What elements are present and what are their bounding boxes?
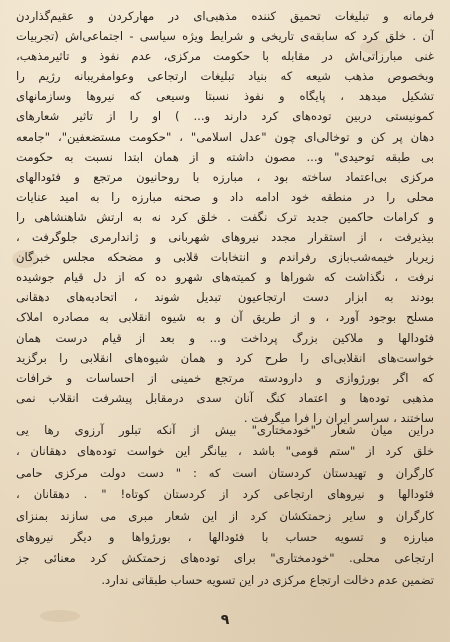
paragraph-1	[16, 6, 434, 428]
text-line: فئودالها و نیروهای ارتجاعی کرد از کردستان کوتاه! " . دهقانان ،	[16, 487, 434, 502]
text-line: ساختند ، سراسر ایران را فرا میگرفت .	[243, 410, 434, 425]
text-line: بودند به ابزار دست ارتجاعیون تبدیل شوند ، اتحادیه‌های دهقانی	[16, 290, 434, 305]
text-line: بیذیرفت ، از استقرار مجدد نیروهای شهربانی و ژاندارمری جلوگرفت ،	[16, 230, 434, 245]
text-line: آن . خلق کرد که سابقه‌ی تاریخی و شرایط ویژه سیاسی - اجتماعی‌اش (تجربیات	[16, 29, 434, 44]
paragraph-2	[16, 420, 434, 591]
text-line: فرمانه و تبلیغات تحمیق کننده مذهبی‌ای در مهارکردن و عقیم‌گذاردن	[16, 9, 434, 23]
text-line: خلق کرد از "ستم قومی" باشد ، بیانگر این خواست توده‌های دهقانان ،	[16, 444, 434, 459]
text-line: دهان پر کن و توخالی‌ای چون "عدل اسلامی" ، "حکومت مستضعفین"، "جامعه	[16, 129, 434, 144]
page-number: ۹	[220, 612, 230, 628]
text-line: محلی را در منطقه خود ادامه داد و صحنه مبارزه را به امید عنایات	[16, 189, 434, 204]
text-line: که اگر بورژوازی و دارودسته مرتجع خمینی از احساسات و خرافات	[16, 370, 434, 385]
text-line: کارگران و سایر زحمتکشان کرد از این شعار مبری می سازند بمنزای	[16, 508, 434, 523]
text-line: فئودالها و ملاکین بزرگ پرداخت و... و بعد از قیام درست همان	[16, 330, 434, 345]
text-line: و کرامات حاکمین جدید ترک نگفت . خلق کرد نه به ارتش شاهنشاهی را	[16, 209, 434, 224]
text-line: کارگران و تهیدستان کردستان است که : " دست دولت مرکزی حامی	[16, 465, 434, 480]
text-line: وبخصوص مذهب شیعه که بنیاد تبلیغات ارتجاعی وعوامفریبانه رژیم را	[16, 69, 434, 84]
text-line: تضمین عدم دخالت ارتجاع مرکزی در این تسویه حساب طبقاتی ندارد.	[101, 572, 434, 587]
text-line: غنی مبارزاتی‌اش در مقابله با حکومت مرکزی، عدم نفوذ و تاثیرمذهب،	[16, 49, 434, 64]
text-line: نرفت ، نگذاشت که شوراها و کمیته‌های شهرو ده که از دل قیام جوشیده	[16, 270, 434, 285]
text-line: مبارزه و تسویه حساب با فئودالها ، بورژواها و دیگر نیروهای	[16, 529, 434, 544]
text-line: مذهبی توده‌ها و اعتماد کنگ آنان سدی درمقابل پیشرفت انقلاب نمی	[16, 390, 434, 405]
text-line: مسلح بوجود آورد ، و از طریق آن و به شیوه انقلابی به مصادره املاک	[16, 310, 434, 325]
text-line: کمونیستی دربین توده‌های کرد دارند و... ) او را از تاثیر شعارهای	[16, 109, 434, 124]
text-line: دراین میان شعار "خودمختاری" بیش از آنکه تبلور آرزوی رها یی	[16, 423, 434, 437]
text-line: مرکزی بی‌اعتماد ساخته بود ، مبارزه با روحانیون مرتجع و فئودالهای	[16, 169, 434, 184]
text-line: زیربار خیمه‌شب‌بازی رفراندم و انتخابات قلابی و مضحکه مجلس خبرگان	[16, 250, 434, 265]
text-line: خواست‌های انقلابی‌ای را طرح کرد و همان شیوه‌های انقلابی را برگزید	[16, 350, 434, 365]
text-line: تشکیل میدهد ، پایگاه و نفوذ نسبتا وسیعی که نیروها وسازمانهای	[16, 89, 434, 104]
text-line: بی طبقه توحیدی" و... مصون داشته و از همان ابتدا نسبت به حکومت	[16, 149, 434, 164]
text-line: ارتجاعی محلی. "خودمختاری" برای توده‌های زحمتکش کرد معنائی جز	[16, 551, 434, 566]
